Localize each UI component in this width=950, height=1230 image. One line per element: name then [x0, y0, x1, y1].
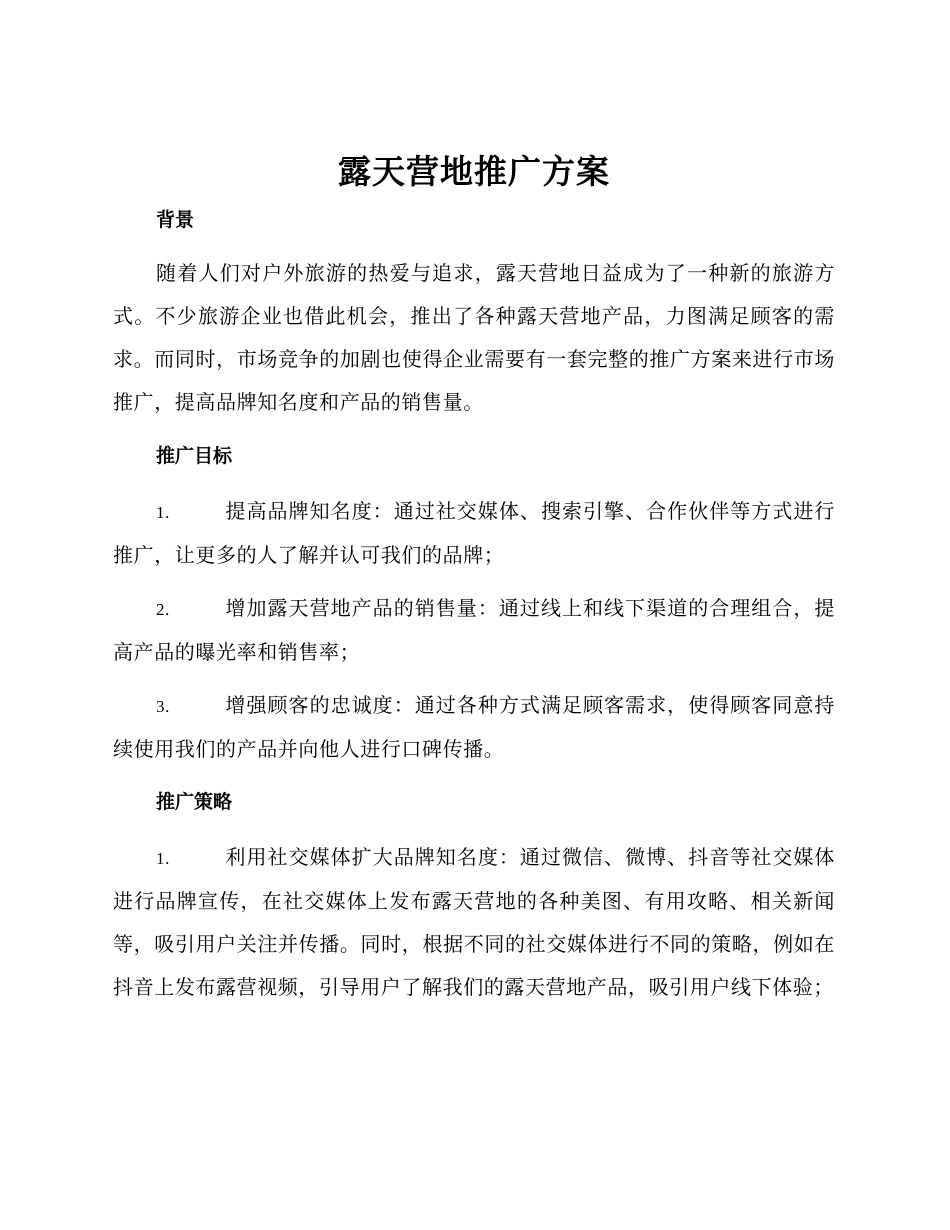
heading-strategy: 推广策略	[156, 791, 233, 813]
goal-item-number: 2.	[156, 600, 170, 619]
goal-item-3	[113, 684, 835, 771]
goal-item-number: 3.	[156, 697, 170, 716]
strategy-item-1	[113, 836, 835, 1009]
document-title: 露天营地推广方案	[338, 152, 610, 191]
heading-goals: 推广目标	[156, 445, 233, 467]
goal-item-2	[113, 587, 835, 674]
goal-item-text: 增强顾客的忠诚度：通过各种方式满足顾客需求，使得顾客同意持续使用我们的产品并向他人进行口碑传播。	[113, 693, 835, 761]
goal-item-number: 1.	[156, 503, 170, 522]
goal-item-1	[113, 490, 835, 577]
strategy-item-text: 利用社交媒体扩大品牌知名度：通过微信、微博、抖音等社交媒体进行品牌宣传，在社交媒体上发布露天营地的各种美图、有用攻略、相关新闻等，吸引用户关注并传播。同时，根据不同的社交媒体进行不同的策略，例如在抖音上发布露营视频，引导用户了解我们的露天营地产品，吸引用户线下体验；	[113, 845, 835, 999]
strategy-item-number: 1.	[156, 849, 170, 868]
heading-background: 背景	[156, 209, 195, 231]
goal-item-text: 增加露天营地产品的销售量：通过线上和线下渠道的合理组合，提高产品的曝光率和销售率；	[113, 596, 835, 664]
background-paragraph: 随着人们对户外旅游的热爱与追求，露天营地日益成为了一种新的旅游方式。不少旅游企业也借此机会，推出了各种露天营地产品，力图满足顾客的需求。而同时，市场竞争的加剧也使得企业需要有一套完整的推广方案来进行市场推广，提高品牌知名度和产品的销售量。	[113, 261, 835, 414]
goal-item-text: 提高品牌知名度：通过社交媒体、搜索引擎、合作伙伴等方式进行推广，让更多的人了解并认可我们的品牌；	[113, 499, 835, 567]
